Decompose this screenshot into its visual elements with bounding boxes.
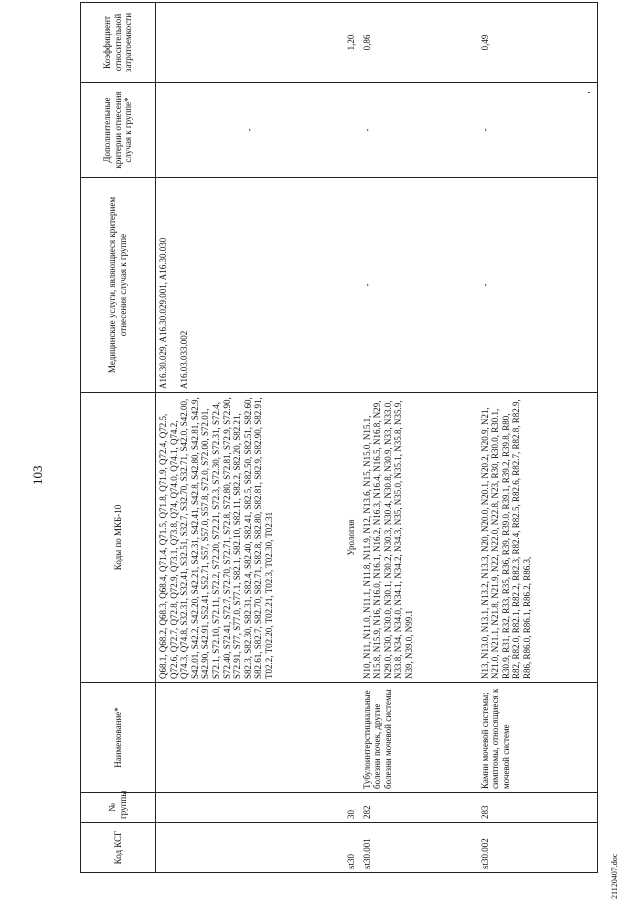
header-extra-criteria: Дополнительные критерии отнесения случая к группе* [81,83,156,178]
header-services: Медицинские услуги, являющиеся критерием отнесения случая к группе [81,178,156,393]
header-group-no: № группы [81,793,156,823]
section-title: Урология [344,393,360,683]
header-icd-codes: Коды по МКБ-10 [81,393,156,683]
cell-icd: N13, N13.0, N13.1, N13.2, N13.3, N20, N20.0, N20.1, N20.2, N20.9, N21, N21.0, N21.1, N21.8, N21.9, N22, N22.0, N22.8, N23, R30, R30.0, R30.1, R30.9, R31, R32, R33, R35, R36, R39, R39.0, R39.1, R39.2, R39.8, R80, R82, R82.0, R82.1, R82.2, R82.3, R82.4, R82.5, R82.6, R82.7, R82.8, R82.9, R86, R86.0, R86.1, R86.2, R86.3, [478,393,598,683]
cell-code: st30.001 [360,823,478,873]
cell-services: - [360,178,478,393]
cell-group-no: 282 [360,793,478,823]
cell-code: st30.002 [478,823,598,873]
cell-name: Камни мочевой системы; симптомы, относящиеся к мочевой системе [478,683,598,793]
cell-extra [344,83,360,178]
cell-coef: 0,86 [360,3,478,83]
cell-name: Тубулоинтерстициальные болезни почек, другие болезни мочевой системы [360,683,478,793]
cell-code: st30 [344,823,360,873]
header-code: Код КСГ [81,823,156,873]
ksg-table-wrapper [80,3,625,873]
cell-group-no [156,793,344,823]
cell-group-no: 30 [344,793,360,823]
cell-coef [156,3,344,83]
cell-coef: 0,49 [478,3,598,83]
cell-group-no: 283 [478,793,598,823]
document-reference: 21120407.doc [610,853,619,899]
table-row [478,3,598,873]
cell-extra: - [360,83,478,178]
table-row [156,3,344,873]
table-row [360,3,478,873]
page-number: 103 [30,465,45,485]
cell-icd: Q68.1, Q68.2, Q68.3, Q68.4, Q71.4, Q71.5, Q71.8, Q71.9, Q72.4, Q72.5, Q72.6, Q72.7, Q72.8, Q72.9, Q73.1, Q73.8, Q74, Q74.0, Q74.1, Q74.2, Q74.3, Q74.8, S32.31, S32.41, S32.51, S32.7, S32.70, S32.71, S42.0, S42.00, S42.01, S42.2, S42.20, S42.21, S42.31, S42.41, S42.8, S42.80, S42.81, S42.9, S42.90, S42.91, S52.41, S52.71, S57, S57.0, S57.8, S72.0, S72.00, S72.01, S72.1, S72.10, S72.11, S72.2, S72.20, S72.21, S72.3, S72.30, S72.31, S72.4, S72.40, S72.41, S72.7, S72.70, S72.71, S72.8, S72.80, S72.81, S72.9, S72.90, S72.91, S77, S77.0, S77.1, S82.1, S82.10, S82.11, S82.2, S82.20, S82.21, S82.3, S82.30, S82.31, S82.4, S82.40, S82.41, S82.5, S82.50, S82.51, S82.60, S82.61, S82.7, S82.70, S82.71, S82.8, S82.80, S82.81, S82.9, S82.90, S82.91, T02.2, T02.20, T02.21, T02.3, T02.30, T02.31 [156,393,344,683]
table-row-section [344,3,360,873]
table-header-row [81,3,156,873]
cell-coef: 1,20 [344,3,360,83]
cell-extra: - [156,83,344,178]
cell-services: A16.30.029, A16.30.029.001, A16.30.030 A16.03.033.002 [156,178,344,393]
header-name: Наименование* [81,683,156,793]
cell-code [156,823,344,873]
ksg-table [80,2,598,873]
cell-icd: N10, N11, N11.0, N11.1, N11.8, N11.9, N12, N13.6, N15, N15.0, N15.1, N15.8, N15.9, N16, N16.0, N16.1, N16.2, N16.3, N16.4, N16.5, N16.8, N29, N29.0, N30, N30.0, N30.1, N30.2, N30.3, N30.4, N30.8, N30.9, N33, N33.0, N33.8, N34, N34.0, N34.1, N34.2, N34.3, N35, N35.0, N35.1, N35.8, N35.9, N39, N39.0, N99.1 [360,393,478,683]
cell-services: - [478,178,598,393]
cell-name [344,683,360,793]
cell-services [344,178,360,393]
cell-extra: - [478,83,598,178]
header-coefficient: Коэффициент относительной затратоемкости [81,3,156,83]
cell-name [156,683,344,793]
